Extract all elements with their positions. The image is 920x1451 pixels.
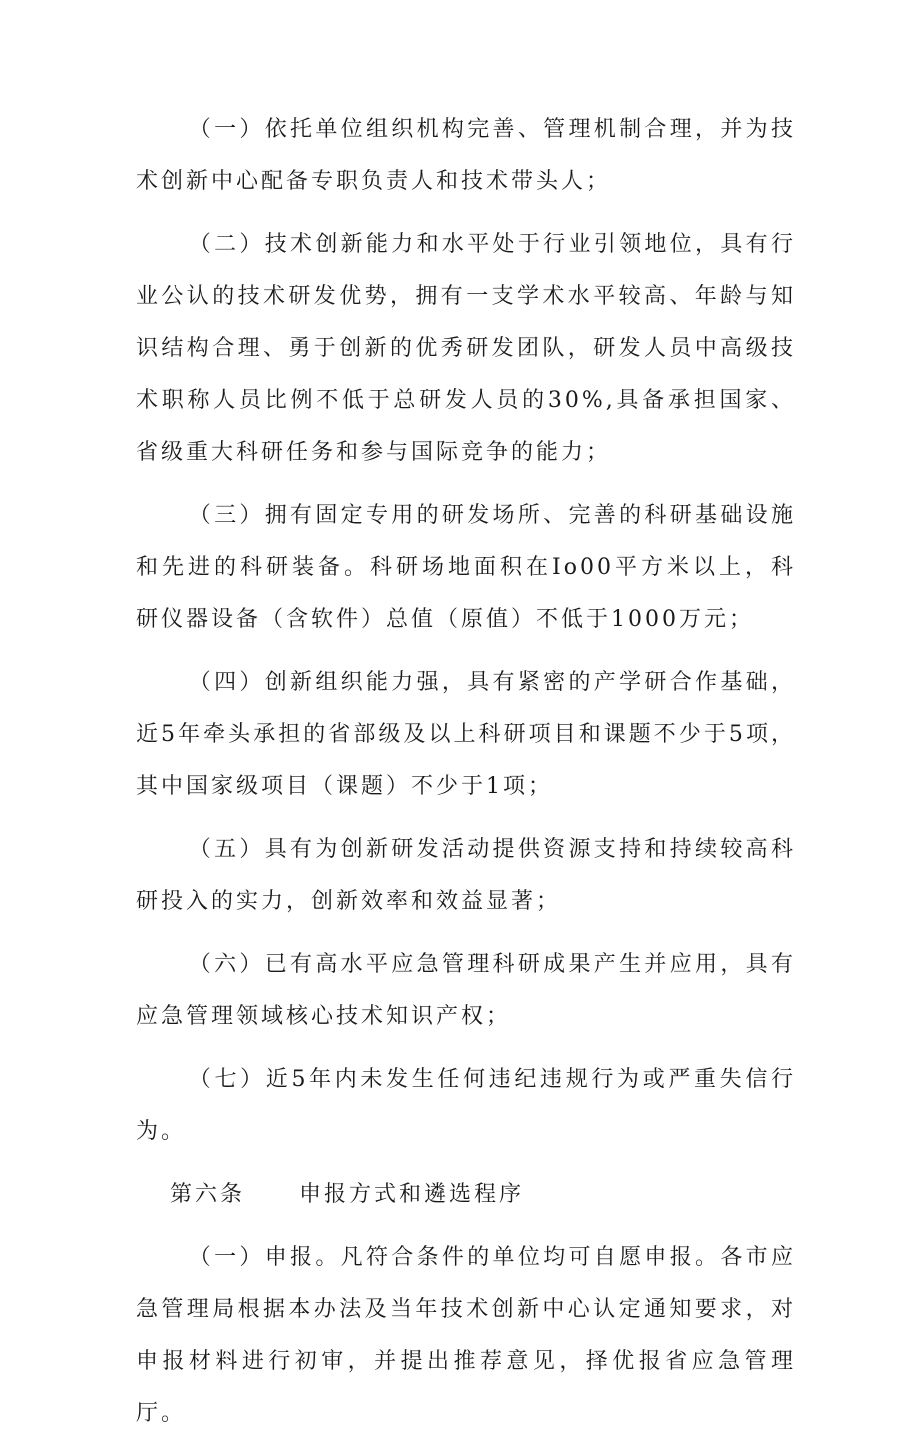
document-body xyxy=(136,104,796,1451)
paragraph-condition-5: （五）具有为创新研发活动提供资源支持和持续较高科研投入的实力，创新效率和效益显著； xyxy=(136,837,796,914)
paragraph-condition-4: （四）创新组织能力强，具有紧密的产学研合作基础，近5年牵头承担的省部级及以上科研项目和课题不少于5项，其中国家级项目（课题）不少于1项； xyxy=(136,670,796,799)
paragraph-condition-7: （七）近5年内未发生任何违纪违规行为或严重失信行为。 xyxy=(136,1067,796,1144)
paragraph-condition-2: （二）技术创新能力和水平处于行业引领地位，具有行业公认的技术研发优势，拥有一支学术水平较高、年龄与知识结构合理、勇于创新的优秀研发团队，研发人员中高级技术职称人员比例不低于总研发人员的30%,具备承担国家、省级重大科研任务和参与国际竞争的能力； xyxy=(136,232,796,465)
article-number: 第六条 xyxy=(170,1182,246,1207)
article-heading xyxy=(136,1169,796,1221)
article-title: 申报方式和遴选程序 xyxy=(299,1182,525,1207)
paragraph-condition-1: （一）依托单位组织机构完善、管理机制合理，并为技术创新中心配备专职负责人和技术带头人； xyxy=(136,117,796,194)
paragraph-application: （一）申报。凡符合条件的单位均可自愿申报。各市应急管理局根据本办法及当年技术创新中心认定通知要求，对申报材料进行初审，并提出推荐意见，择优报省应急管理厅。 xyxy=(136,1245,796,1426)
paragraph-condition-3: （三）拥有固定专用的研发场所、完善的科研基础设施和先进的科研装备。科研场地面积在Io00平方米以上，科研仪器设备（含软件）总值（原值）不低于1000万元； xyxy=(136,503,796,632)
paragraph-condition-6: （六）已有高水平应急管理科研成果产生并应用，具有应急管理领域核心技术知识产权； xyxy=(136,952,796,1029)
